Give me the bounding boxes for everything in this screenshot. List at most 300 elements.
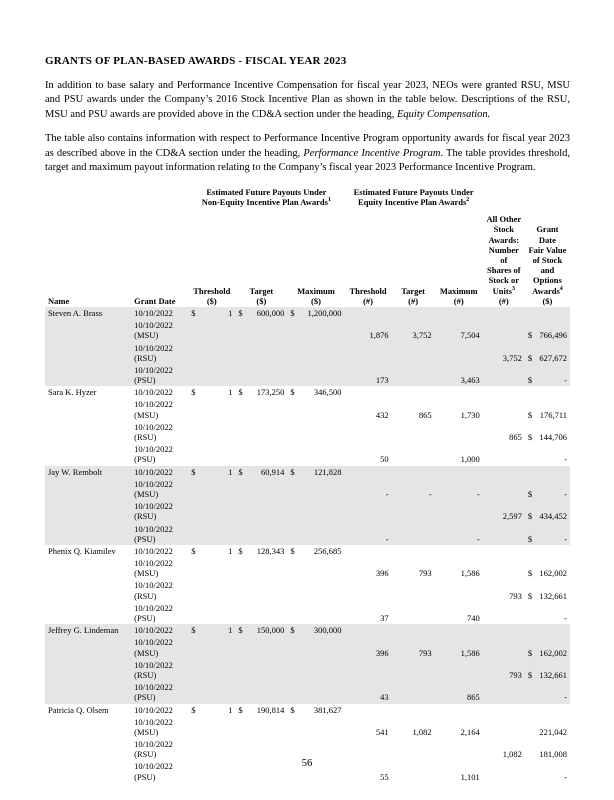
column-header-4: Target ($) xyxy=(249,285,274,306)
value-cell xyxy=(435,307,483,319)
currency-sign: $ xyxy=(238,387,243,398)
value-cell xyxy=(435,500,483,522)
value-cell xyxy=(287,466,344,478)
table-row xyxy=(45,523,570,545)
value-cell xyxy=(435,421,483,443)
value-cell xyxy=(235,659,287,681)
value-cell xyxy=(188,421,235,443)
value-cell xyxy=(188,443,235,465)
value-cell xyxy=(345,342,392,364)
table-row xyxy=(45,421,570,443)
value-cell xyxy=(287,342,344,364)
grants-of-plan-based-awards-table xyxy=(45,186,570,783)
value-cell xyxy=(287,421,344,443)
cell-value: 1,200,000 xyxy=(307,307,342,318)
value-cell xyxy=(483,704,525,716)
value-cell xyxy=(235,386,287,398)
value-cell xyxy=(235,624,287,636)
cell-value: 162,002 xyxy=(539,647,567,658)
value-cell: - xyxy=(428,488,432,499)
cell-value: 381,627 xyxy=(313,704,342,715)
intro-paragraph-1 xyxy=(45,79,570,122)
table-row xyxy=(45,602,570,624)
value-cell: 865 xyxy=(509,432,522,443)
value-cell: 865 xyxy=(467,692,480,703)
paragraph-text: In addition to base salary and Performance Incentive Compensation for fiscal year 2023, NEOs were granted RSU, MSU and PSU awards under the Company’s 2016 Stock Incentive Plan as shown in the table below. Descriptions of the RSU, MSU and PSU awards are provided above in the CD&A section under the heading, xyxy=(45,80,570,120)
neo-name-cell xyxy=(45,500,131,522)
value-cell xyxy=(483,602,525,624)
neo-name-cell xyxy=(45,342,131,364)
value-cell: 221,042 xyxy=(539,726,567,737)
cell-value: - xyxy=(564,533,567,544)
currency-sign: $ xyxy=(238,625,243,636)
value-cell xyxy=(525,478,570,500)
value-cell xyxy=(525,500,570,522)
value-cell xyxy=(483,716,525,738)
value-cell: 1,082 xyxy=(502,749,522,760)
currency-sign: $ xyxy=(527,330,533,341)
value-cell xyxy=(435,386,483,398)
cell-value: 434,452 xyxy=(539,511,567,522)
currency-sign: $ xyxy=(191,387,196,398)
currency-sign: $ xyxy=(290,307,295,318)
currency-sign: $ xyxy=(527,488,533,499)
value-cell: - xyxy=(385,533,389,544)
value-cell xyxy=(525,523,570,545)
value-cell xyxy=(235,478,287,500)
cell-value: 600,000 xyxy=(256,307,285,318)
value-cell xyxy=(525,466,570,478)
table-row xyxy=(45,364,570,386)
value-cell xyxy=(235,398,287,420)
value-cell xyxy=(525,636,570,658)
table-row xyxy=(45,342,570,364)
value-cell xyxy=(287,579,344,601)
grant-date-cell: 10/10/2022 xyxy=(134,625,173,636)
value-cell xyxy=(287,624,344,636)
value-cell xyxy=(188,319,235,341)
value-cell xyxy=(235,681,287,703)
neo-name-cell xyxy=(45,421,131,443)
value-cell: 396 xyxy=(375,647,389,658)
intro-paragraph-2 xyxy=(45,132,570,175)
value-cell xyxy=(345,545,392,557)
table-row xyxy=(45,704,570,716)
currency-sign: $ xyxy=(238,704,243,715)
value-cell xyxy=(392,386,435,398)
grant-date-cell: 10/10/2022 (PSU) xyxy=(134,761,173,782)
currency-sign: $ xyxy=(290,625,295,636)
cell-value: 1 xyxy=(228,545,233,556)
neo-name-cell: Jay W. Rembolt xyxy=(48,466,103,477)
currency-sign: $ xyxy=(527,352,533,363)
value-cell xyxy=(435,624,483,636)
value-cell: 37 xyxy=(380,613,389,624)
currency-sign: $ xyxy=(527,432,533,443)
value-cell: 740 xyxy=(467,613,480,624)
cell-value: - xyxy=(564,375,567,386)
value-cell: - xyxy=(476,488,480,499)
table-row xyxy=(45,545,570,557)
neo-name-cell xyxy=(45,364,131,386)
value-cell xyxy=(235,500,287,522)
value-cell xyxy=(392,602,435,624)
value-cell xyxy=(235,704,287,716)
cell-value: 162,002 xyxy=(539,568,567,579)
value-cell xyxy=(287,500,344,522)
value-cell xyxy=(483,636,525,658)
value-cell xyxy=(235,636,287,658)
grant-date-cell: 10/10/2022 (MSU) xyxy=(134,399,173,420)
neo-name-cell: Patricia Q. Olsem xyxy=(48,704,109,715)
neo-name-cell xyxy=(45,681,131,703)
neo-name-cell xyxy=(45,478,131,500)
value-cell xyxy=(392,624,435,636)
grant-date-cell: 10/10/2022 (PSU) xyxy=(134,682,173,703)
grant-date-cell: 10/10/2022 (RSU) xyxy=(134,501,173,522)
value-cell xyxy=(235,557,287,579)
value-cell xyxy=(435,659,483,681)
cell-value: 150,000 xyxy=(256,625,285,636)
value-cell xyxy=(287,398,344,420)
column-header-10: Grant Date Fair Value of Stock and Options Awards$^4$ ($) xyxy=(528,224,567,306)
page-number: 56 xyxy=(301,758,313,769)
value-cell xyxy=(483,364,525,386)
cell-value: 144,706 xyxy=(539,432,567,443)
value-cell xyxy=(483,545,525,557)
value-cell xyxy=(345,500,392,522)
cell-value: 300,000 xyxy=(313,625,342,636)
value-cell: 7,504 xyxy=(460,330,480,341)
value-cell xyxy=(345,704,392,716)
value-cell: 432 xyxy=(375,409,389,420)
table-row xyxy=(45,500,570,522)
value-cell: 1,730 xyxy=(460,409,480,420)
value-cell: 3,752 xyxy=(502,352,522,363)
value-cell xyxy=(392,307,435,319)
neo-name-cell xyxy=(45,523,131,545)
value-cell xyxy=(287,636,344,658)
value-cell: 793 xyxy=(418,647,432,658)
value-cell xyxy=(525,545,570,557)
column-header-3: Threshold ($) xyxy=(193,285,231,306)
value-cell xyxy=(287,443,344,465)
intro-paragraphs xyxy=(45,79,570,176)
value-cell xyxy=(483,523,525,545)
currency-sign: $ xyxy=(290,466,295,477)
cell-value: 1 xyxy=(228,704,233,715)
value-cell xyxy=(188,681,235,703)
value-cell xyxy=(287,681,344,703)
value-cell xyxy=(235,602,287,624)
table-row xyxy=(45,557,570,579)
value-cell: 173 xyxy=(375,375,389,386)
currency-sign: $ xyxy=(527,533,533,544)
table-row xyxy=(45,443,570,465)
cell-value: 1 xyxy=(228,625,233,636)
value-cell: 2,164 xyxy=(460,726,480,737)
value-cell xyxy=(188,624,235,636)
currency-sign: $ xyxy=(238,466,243,477)
value-cell xyxy=(188,466,235,478)
currency-sign: $ xyxy=(191,466,196,477)
cell-value: 173,250 xyxy=(256,387,285,398)
value-cell xyxy=(188,704,235,716)
page-title: GRANTS OF PLAN-BASED AWARDS - FISCAL YEAR 2023 xyxy=(45,55,347,67)
grant-date-cell: 10/10/2022 (MSU) xyxy=(134,320,173,341)
grant-date-cell: 10/10/2022 (RSU) xyxy=(134,421,173,443)
cell-value: - xyxy=(564,488,567,499)
group-header-2: Estimated Future Payouts Under Equity Incentive Plan Awards$^2$ xyxy=(353,186,474,208)
value-cell xyxy=(435,704,483,716)
currency-sign: $ xyxy=(290,704,295,715)
grant-date-cell: 10/10/2022 xyxy=(134,704,173,715)
value-cell xyxy=(483,443,525,465)
neo-name-cell: Phenix Q. Kiamilev xyxy=(48,545,116,556)
value-cell xyxy=(525,398,570,420)
grant-date-cell: 10/10/2022 (MSU) xyxy=(134,716,173,737)
value-cell xyxy=(287,307,344,319)
neo-name-cell xyxy=(45,398,131,420)
grant-date-cell: 10/10/2022 (MSU) xyxy=(134,637,173,658)
value-cell xyxy=(287,659,344,681)
column-header-7: Target (#) xyxy=(401,285,426,306)
value-cell xyxy=(483,386,525,398)
value-cell xyxy=(188,364,235,386)
value-cell xyxy=(287,704,344,716)
value-cell xyxy=(435,342,483,364)
grant-date-cell: 10/10/2022 (RSU) xyxy=(134,342,173,363)
column-header-1: Name xyxy=(48,295,70,306)
neo-name-cell xyxy=(45,659,131,681)
neo-name-cell xyxy=(45,319,131,341)
neo-name-cell xyxy=(45,557,131,579)
currency-sign: $ xyxy=(191,307,196,318)
currency-sign: $ xyxy=(290,387,295,398)
cell-value: 121,828 xyxy=(313,466,342,477)
neo-name-cell xyxy=(45,443,131,465)
value-cell xyxy=(525,307,570,319)
value-cell xyxy=(188,716,235,738)
neo-name-cell xyxy=(45,602,131,624)
value-cell xyxy=(483,557,525,579)
value-cell xyxy=(188,545,235,557)
cell-value: 128,343 xyxy=(256,545,285,556)
currency-sign: $ xyxy=(238,307,243,318)
value-cell xyxy=(188,398,235,420)
value-cell xyxy=(235,545,287,557)
value-cell xyxy=(483,307,525,319)
value-cell xyxy=(235,364,287,386)
currency-sign: $ xyxy=(527,647,533,658)
column-header-2: Grant Date xyxy=(134,295,176,306)
value-cell: 1,082 xyxy=(412,726,432,737)
value-cell: 865 xyxy=(418,409,432,420)
cell-value: 60,914 xyxy=(261,466,285,477)
value-cell xyxy=(483,624,525,636)
value-cell: 43 xyxy=(380,692,389,703)
heading-reference: Equity Compensation. xyxy=(396,108,491,120)
value-cell xyxy=(188,342,235,364)
group-header-1: Estimated Future Payouts Under Non-Equity Incentive Plan Awards$^1$ xyxy=(201,186,331,208)
table-row xyxy=(45,307,570,319)
grant-date-cell: 10/10/2022 (RSU) xyxy=(134,739,173,760)
neo-name-cell: Jeffrey G. Lindeman xyxy=(48,625,119,636)
value-cell: 1,586 xyxy=(460,647,480,658)
value-cell xyxy=(345,466,392,478)
cell-value: 1 xyxy=(228,466,233,477)
value-cell xyxy=(525,342,570,364)
grant-date-cell: 10/10/2022 (PSU) xyxy=(134,364,173,386)
cell-value: 1 xyxy=(228,307,233,318)
value-cell xyxy=(287,523,344,545)
heading-reference: Performance Incentive Program xyxy=(303,147,441,159)
paragraph-text: The table also contains information with respect to Performance Incentive Program opportunity awards for fiscal year 2023 as described above in the CD&A section under the heading, xyxy=(45,133,570,159)
column-header-8: Maximum (#) xyxy=(439,285,478,306)
value-cell xyxy=(287,716,344,738)
cell-value: 627,672 xyxy=(539,352,567,363)
value-cell: - xyxy=(564,771,567,782)
value-cell xyxy=(525,319,570,341)
value-cell xyxy=(525,386,570,398)
value-cell xyxy=(392,659,435,681)
currency-sign: $ xyxy=(290,545,295,556)
group-header-row xyxy=(45,186,570,213)
table-row xyxy=(45,659,570,681)
column-header-5: Maximum ($) xyxy=(297,285,335,306)
currency-sign: $ xyxy=(191,704,196,715)
currency-sign: $ xyxy=(527,511,533,522)
value-cell xyxy=(235,523,287,545)
value-cell: - xyxy=(385,488,389,499)
value-cell xyxy=(345,307,392,319)
value-cell xyxy=(188,557,235,579)
group-header-spacer xyxy=(483,186,570,213)
cell-value: 346,500 xyxy=(313,387,342,398)
value-cell xyxy=(392,421,435,443)
value-cell xyxy=(525,659,570,681)
currency-sign: $ xyxy=(191,545,196,556)
value-cell xyxy=(483,466,525,478)
value-cell xyxy=(392,681,435,703)
value-cell xyxy=(235,716,287,738)
value-cell xyxy=(188,659,235,681)
value-cell xyxy=(345,579,392,601)
value-cell xyxy=(392,500,435,522)
value-cell xyxy=(483,398,525,420)
value-cell xyxy=(435,545,483,557)
value-cell xyxy=(235,342,287,364)
value-cell xyxy=(287,364,344,386)
column-header-6: Threshold (#) xyxy=(349,285,387,306)
value-cell: - xyxy=(564,613,567,624)
value-cell: 793 xyxy=(418,568,432,579)
value-cell xyxy=(525,421,570,443)
value-cell: - xyxy=(564,454,567,465)
value-cell xyxy=(235,319,287,341)
currency-sign: $ xyxy=(527,375,533,386)
cell-value: 766,496 xyxy=(539,330,567,341)
value-cell: 3,752 xyxy=(412,330,432,341)
value-cell: 1,000 xyxy=(460,454,480,465)
paragraph-text: . The table provides threshold, target and maximum payout information relating to the Company’s fiscal year 2023 Performance Incentive Program. xyxy=(45,147,570,174)
neo-name-cell xyxy=(45,636,131,658)
grant-date-cell: 10/10/2022 xyxy=(134,307,173,318)
value-cell xyxy=(392,579,435,601)
currency-sign: $ xyxy=(527,590,533,601)
value-cell xyxy=(235,466,287,478)
value-cell xyxy=(525,364,570,386)
value-cell: 793 xyxy=(509,590,522,601)
value-cell: 396 xyxy=(375,568,389,579)
value-cell xyxy=(188,500,235,522)
value-cell: 541 xyxy=(375,726,389,737)
value-cell xyxy=(525,557,570,579)
value-cell: - xyxy=(476,533,480,544)
table-row xyxy=(45,636,570,658)
value-cell xyxy=(188,478,235,500)
grant-date-cell: 10/10/2022 xyxy=(134,387,173,398)
grant-date-cell: 10/10/2022 xyxy=(134,545,173,556)
value-cell xyxy=(525,579,570,601)
value-cell xyxy=(287,319,344,341)
value-cell xyxy=(392,466,435,478)
grant-date-cell: 10/10/2022 (PSU) xyxy=(134,523,173,544)
cell-value: 256,685 xyxy=(313,545,342,556)
grant-date-cell: 10/10/2022 xyxy=(134,466,173,477)
value-cell xyxy=(287,478,344,500)
column-header-9: All Other Stock Awards: Number of Shares of Stock or Units$^3$ (#) xyxy=(486,214,522,306)
value-cell: - xyxy=(564,692,567,703)
value-cell xyxy=(525,624,570,636)
value-cell xyxy=(483,681,525,703)
value-cell xyxy=(188,307,235,319)
value-cell xyxy=(392,523,435,545)
column-header-row xyxy=(45,213,570,307)
value-cell xyxy=(235,307,287,319)
value-cell xyxy=(483,478,525,500)
value-cell xyxy=(392,443,435,465)
value-cell xyxy=(525,704,570,716)
grant-date-cell: 10/10/2022 (PSU) xyxy=(134,444,173,465)
currency-sign: $ xyxy=(527,409,533,420)
value-cell xyxy=(345,421,392,443)
value-cell xyxy=(235,579,287,601)
value-cell xyxy=(188,386,235,398)
value-cell xyxy=(345,659,392,681)
value-cell xyxy=(392,364,435,386)
value-cell: 1,101 xyxy=(460,771,480,782)
value-cell xyxy=(483,319,525,341)
neo-name-cell xyxy=(45,579,131,601)
grant-date-cell: 10/10/2022 (RSU) xyxy=(134,659,173,680)
neo-name-cell: Sara K. Hyzer xyxy=(48,387,97,398)
grant-date-cell: 10/10/2022 (MSU) xyxy=(134,478,173,499)
value-cell: 1,876 xyxy=(369,330,389,341)
neo-name-cell: Steven A. Brass xyxy=(48,307,103,318)
value-cell xyxy=(435,466,483,478)
cell-value: 132,661 xyxy=(539,669,567,680)
value-cell xyxy=(345,386,392,398)
value-cell xyxy=(287,386,344,398)
value-cell: 50 xyxy=(380,454,389,465)
table-row xyxy=(45,716,570,738)
value-cell: 181,008 xyxy=(539,749,567,760)
table-row xyxy=(45,398,570,420)
table-row xyxy=(45,319,570,341)
value-cell xyxy=(188,636,235,658)
table-row xyxy=(45,624,570,636)
